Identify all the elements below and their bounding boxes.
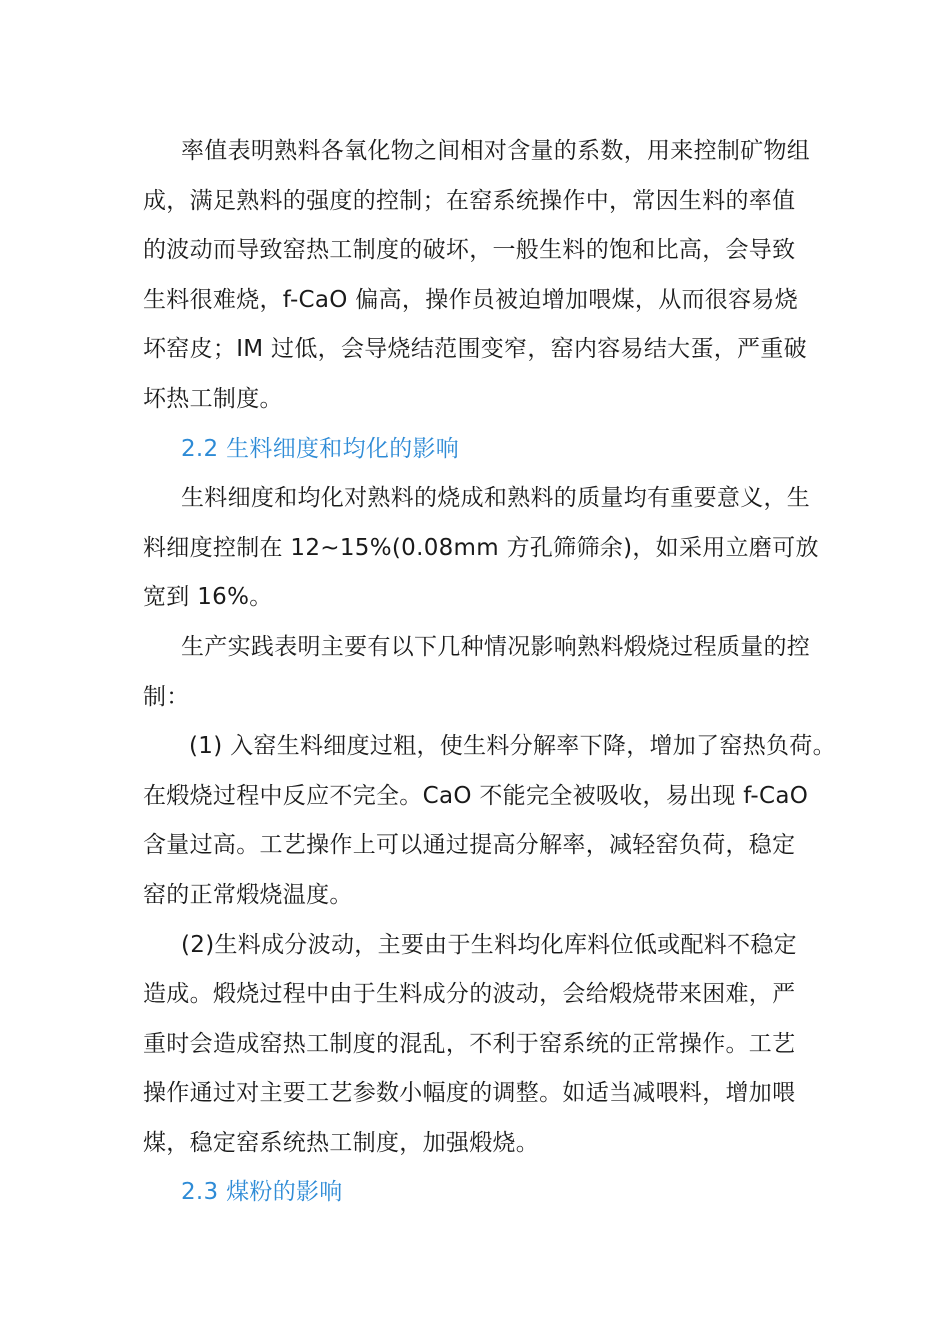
document-body xyxy=(143,127,836,1218)
text-line: 料细度控制在 12~15%(0.08mm 方孔筛筛余)，如采用立磨可放 xyxy=(143,534,819,561)
text-line: 制： xyxy=(143,683,190,710)
text-line: 坏热工制度。 xyxy=(143,385,283,412)
text-line: 生料很难烧，f-CaO 偏高，操作员被迫增加喂煤，从而很容易烧 xyxy=(143,286,799,313)
paragraph-item-2 xyxy=(143,921,811,1169)
text-line: 成，满足熟料的强度的控制；在窑系统操作中，常因生料的率值 xyxy=(143,187,796,214)
text-line: 生产实践表明主要有以下几种情况影响熟料煅烧过程质量的控 xyxy=(181,633,811,660)
paragraph-practice xyxy=(143,623,811,722)
paragraph-fineness xyxy=(143,474,819,623)
text-line: 生料细度和均化对熟料的烧成和熟料的质量均有重要意义，生 xyxy=(181,485,811,512)
text-line: 在煅烧过程中反应不完全。CaO 不能完全被吸收，易出现 f-CaO xyxy=(143,782,809,809)
text-line: (1) 入窑生料细度过粗，使生料分解率下降，增加了窑热负荷。 xyxy=(189,733,836,760)
text-line: 造成。煅烧过程中由于生料成分的波动，会给煅烧带来困难，严 xyxy=(143,981,796,1008)
text-line: 煤，稳定窑系统热工制度，加强煅烧。 xyxy=(143,1129,540,1156)
section-heading-2-2: 2.2 生料细度和均化的影响 xyxy=(181,435,460,462)
text-line: 的波动而导致窑热工制度的破坏，一般生料的饱和比高，会导致 xyxy=(143,237,796,264)
text-line: 操作通过对主要工艺参数小幅度的调整。如适当减喂料，增加喂 xyxy=(143,1080,796,1107)
text-line: 宽到 16%。 xyxy=(143,584,273,611)
paragraph-ratio-values xyxy=(143,127,811,425)
paragraph-item-1 xyxy=(143,722,836,920)
text-line: 重时会造成窑热工制度的混乱，不利于窑系统的正常操作。工艺 xyxy=(143,1030,796,1057)
text-line: 坏窑皮；IM 过低，会导烧结范围变窄，窑内容易结大蛋，严重破 xyxy=(143,336,807,363)
section-heading-2-3: 2.3 煤粉的影响 xyxy=(181,1179,343,1206)
text-line: (2)生料成分波动，主要由于生料均化库料位低或配料不稳定 xyxy=(181,931,797,958)
text-line: 窑的正常煅烧温度。 xyxy=(143,881,353,908)
text-line: 含量过高。工艺操作上可以通过提高分解率，减轻窑负荷，稳定 xyxy=(143,832,796,859)
text-line: 率值表明熟料各氧化物之间相对含量的系数，用来控制矿物组 xyxy=(181,138,811,164)
